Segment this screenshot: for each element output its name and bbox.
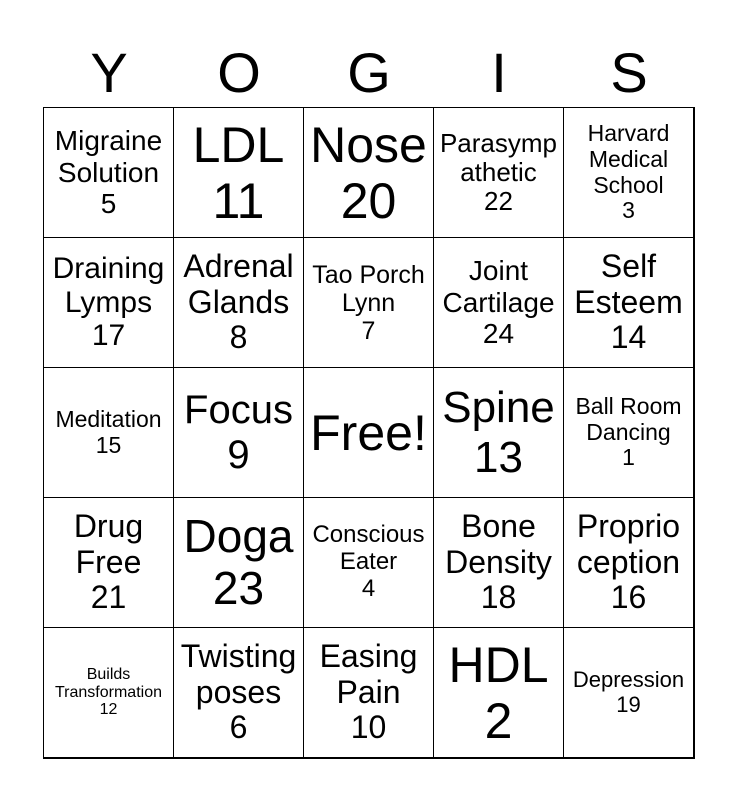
bingo-cell[interactable]: [43, 627, 174, 758]
cell-number: 14: [610, 319, 647, 356]
cell-number: 12: [99, 701, 118, 719]
bingo-cell[interactable]: [563, 367, 694, 498]
cell-number: 23: [212, 561, 265, 614]
bingo-cell[interactable]: [433, 497, 564, 628]
cell-label: Meditation: [55, 405, 162, 432]
cell-label: Tao Porch Lynn: [312, 260, 425, 317]
cell-number: 17: [91, 319, 126, 353]
bingo-cell[interactable]: [173, 107, 304, 238]
cell-number: 20: [340, 172, 397, 229]
bingo-grid: [43, 107, 695, 759]
cell-number: 22: [484, 186, 513, 217]
cell-number: 5: [100, 188, 117, 220]
cell-number: 13: [474, 432, 523, 482]
cell-number: 8: [229, 319, 248, 356]
cell-number: 19: [616, 691, 641, 717]
cell-label: Joint Cartilage: [442, 255, 555, 318]
header-letter-y: Y: [90, 41, 128, 104]
cell-number: 2: [484, 692, 513, 749]
cell-label: Easing Pain: [319, 637, 418, 710]
cell-label: Proprio ception: [576, 507, 681, 580]
bingo-cell[interactable]: [43, 237, 174, 368]
cell-number: 21: [90, 579, 127, 616]
header-letter-i: I: [491, 41, 507, 104]
cell-label: Adrenal Glands: [183, 247, 294, 320]
bingo-cell[interactable]: [43, 497, 174, 628]
cell-label: Draining Lymps: [52, 252, 165, 319]
cell-label: LDL: [192, 116, 285, 173]
cell-number: 11: [212, 172, 265, 229]
free-space-cell[interactable]: [303, 367, 434, 498]
bingo-cell[interactable]: [173, 627, 304, 758]
cell-label: Drug Free: [73, 507, 144, 580]
cell-label: Doga: [183, 509, 294, 562]
bingo-cell[interactable]: [563, 107, 694, 238]
cell-label: Spine: [442, 383, 555, 433]
free-space-label: Free!: [310, 404, 427, 461]
cell-number: 10: [350, 709, 387, 746]
cell-number: 6: [229, 709, 248, 746]
cell-label: Builds Transformation: [55, 665, 162, 701]
cell-label: Conscious Eater: [312, 521, 425, 576]
bingo-cell[interactable]: [303, 107, 434, 238]
bingo-cell[interactable]: [433, 237, 564, 368]
bingo-cell[interactable]: [303, 237, 434, 368]
cell-number: 18: [480, 579, 517, 616]
bingo-cell[interactable]: [173, 367, 304, 498]
cell-label: Twisting poses: [180, 637, 297, 710]
cell-label: Depression: [572, 666, 685, 692]
cell-label: Self Esteem: [574, 247, 683, 320]
cell-label: Migraine Solution: [54, 125, 163, 188]
header-letter-g: G: [347, 41, 391, 104]
bingo-cell[interactable]: [433, 627, 564, 758]
bingo-cell[interactable]: [303, 497, 434, 628]
cell-label: Focus: [184, 387, 293, 432]
bingo-cell[interactable]: [173, 237, 304, 368]
cell-number: 9: [227, 432, 250, 477]
header-letter-s: S: [610, 41, 648, 104]
bingo-cell[interactable]: [563, 627, 694, 758]
cell-label: Harvard Medical School: [587, 120, 670, 198]
bingo-cell[interactable]: [433, 107, 564, 238]
bingo-cell[interactable]: [43, 107, 174, 238]
cell-number: 15: [95, 431, 122, 458]
cell-number: 7: [361, 316, 376, 345]
cell-label: Parasymp athetic: [439, 127, 558, 187]
header-letter-o: O: [217, 41, 261, 104]
bingo-cell[interactable]: [173, 497, 304, 628]
cell-label: Bone Density: [445, 507, 552, 580]
cell-number: 16: [610, 579, 647, 616]
cell-number: 24: [482, 318, 515, 350]
cell-label: HDL: [448, 636, 549, 693]
cell-number: 3: [622, 197, 635, 224]
bingo-cell[interactable]: [563, 237, 694, 368]
bingo-cell[interactable]: [433, 367, 564, 498]
cell-label: Nose: [310, 116, 427, 173]
bingo-header: [44, 38, 694, 108]
cell-number: 1: [622, 444, 635, 471]
bingo-cell[interactable]: [43, 367, 174, 498]
cell-number: 4: [361, 574, 376, 602]
bingo-cell[interactable]: [563, 497, 694, 628]
cell-label: Ball Room Dancing: [575, 392, 682, 445]
bingo-cell[interactable]: [303, 627, 434, 758]
